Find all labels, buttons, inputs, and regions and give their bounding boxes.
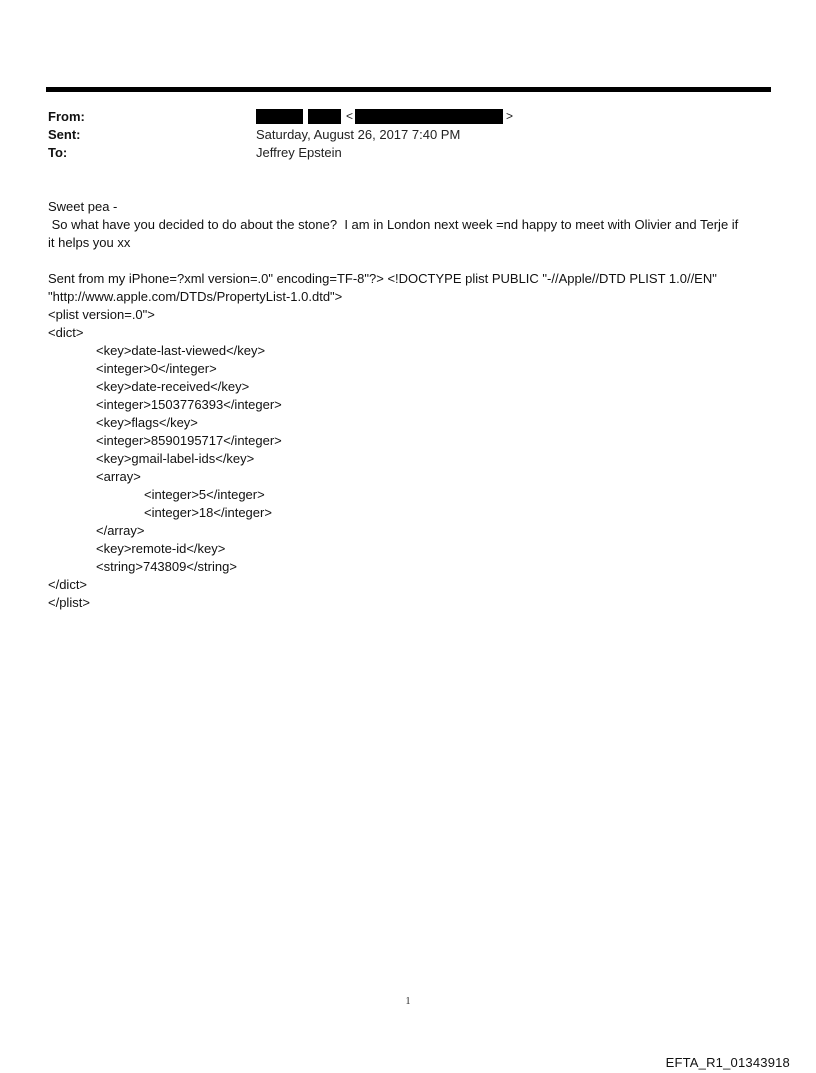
redaction-block (308, 109, 341, 124)
plist-line: <array> (96, 469, 141, 484)
redaction-block (256, 109, 303, 124)
plist-line: <integer>1503776393</integer> (96, 397, 282, 412)
plist-line: <dict> (48, 325, 84, 340)
to-label: To: (48, 145, 68, 160)
message-line: it helps you xx (48, 235, 131, 250)
from-label: From: (48, 109, 85, 124)
from-open-bracket: < (346, 109, 354, 123)
plist-line: <key>gmail-label-ids</key> (96, 451, 255, 466)
document-id: EFTA_R1_01343918 (665, 1055, 790, 1070)
plist-line: </plist> (48, 595, 90, 610)
plist-line: <integer>0</integer> (96, 361, 217, 376)
signature-line: Sent from my iPhone=?xml version=.0" encoding=TF-8"?> <!DOCTYPE plist PUBLIC "-//Apple//DTD PLIST 1.0//EN" (48, 271, 717, 286)
plist-line: <integer>8590195717</integer> (96, 433, 282, 448)
plist-line: <integer>5</integer> (144, 487, 265, 502)
plist-line: <plist version=.0"> (48, 307, 155, 322)
plist-line: <key>remote-id</key> (96, 541, 226, 556)
page-number: 1 (405, 996, 411, 1007)
plist-line: <key>flags</key> (96, 415, 198, 430)
plist-line: <string>743809</string> (96, 559, 237, 574)
plist-line: <integer>18</integer> (144, 505, 272, 520)
message-line: So what have you decided to do about the stone? I am in London next week =nd happy to meet with Olivier and Terje if (48, 217, 739, 232)
sent-value: Saturday, August 26, 2017 7:40 PM (256, 127, 461, 142)
plist-line: </array> (96, 523, 145, 538)
redaction-block (355, 109, 503, 124)
greeting: Sweet pea - (48, 199, 118, 214)
sent-label: Sent: (48, 127, 81, 142)
plist-line: </dict> (48, 577, 88, 592)
signature-line: "http://www.apple.com/DTDs/PropertyList-1.0.dtd"> (48, 289, 343, 304)
header-rule (46, 87, 771, 92)
from-close-bracket: > (506, 109, 514, 123)
plist-line: <key>date-last-viewed</key> (96, 343, 266, 358)
plist-line: <key>date-received</key> (96, 379, 250, 394)
to-value: Jeffrey Epstein (256, 145, 342, 160)
